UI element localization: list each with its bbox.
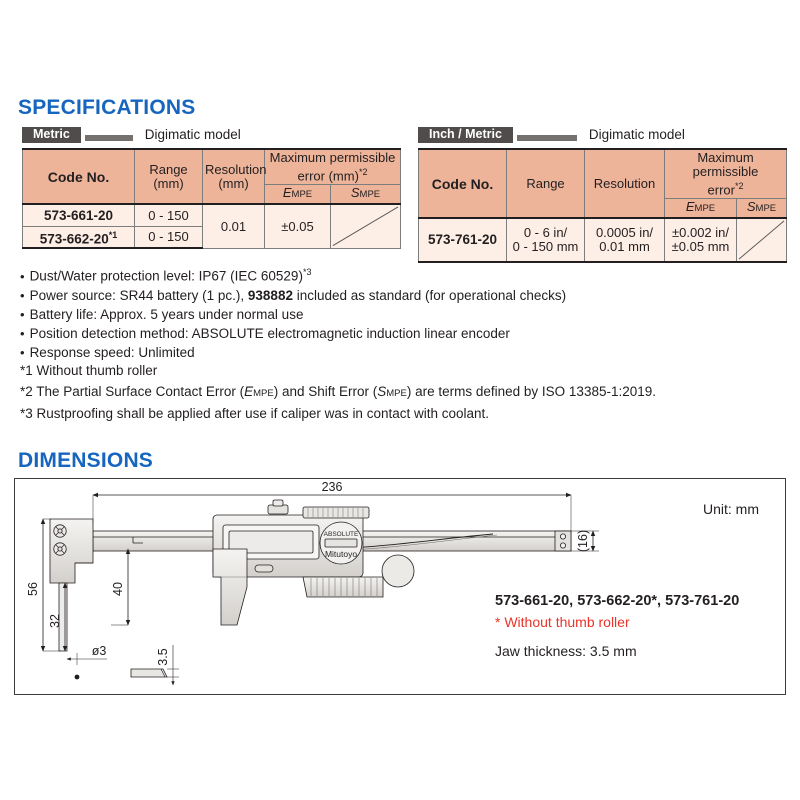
metric-model-label: Digimatic model bbox=[144, 127, 241, 142]
dim-label-overall-length: 236 bbox=[321, 480, 343, 494]
smpe-symbol: S bbox=[350, 185, 360, 201]
metric-tag-row bbox=[22, 127, 241, 144]
footnote-2 bbox=[20, 382, 656, 405]
bullet-footnote: *3 bbox=[302, 267, 312, 277]
dim-label-beam-height: (16) bbox=[576, 529, 590, 553]
list-item bbox=[20, 286, 566, 305]
footnote-2-part-b: ) and Shift Error ( bbox=[273, 383, 378, 399]
col-header-range: Range bbox=[507, 149, 585, 218]
col-header-mpe bbox=[265, 149, 401, 185]
metric-spec-table bbox=[22, 148, 401, 249]
empe-line-1: ±0.002 in/ bbox=[671, 225, 729, 241]
list-item: • Battery life: Approx. 5 years under normal use bbox=[20, 305, 566, 324]
col-header-mpe bbox=[665, 149, 787, 199]
mpe-footnote: *2 bbox=[358, 167, 368, 177]
thumb-roller-note: * Without thumb roller bbox=[495, 614, 630, 630]
col-header-empe bbox=[665, 199, 737, 219]
cell-range-2: 0 - 150 bbox=[135, 226, 203, 248]
table-header-row bbox=[23, 149, 401, 185]
inch-metric-tag-label: Inch / Metric bbox=[418, 127, 513, 143]
table-header-row bbox=[419, 149, 787, 199]
dim-label-jaw-lower-depth: 32 bbox=[48, 614, 62, 628]
unit-label: Unit: mm bbox=[703, 501, 759, 517]
mpe-unit: error (mm) bbox=[297, 168, 359, 184]
col-header-resolution bbox=[203, 149, 265, 204]
resolution-text: Resolution bbox=[205, 161, 267, 177]
empe-symbol: E bbox=[685, 199, 695, 215]
mpe-unit: error bbox=[707, 182, 735, 198]
range-line-2: 0 - 150 mm bbox=[512, 239, 579, 255]
dim-label-pin-diameter: ø3 bbox=[91, 644, 107, 658]
dim-label-jaw-total-depth: 56 bbox=[26, 582, 40, 596]
inch-metric-tag-row bbox=[418, 127, 685, 144]
cell-code-2 bbox=[23, 226, 135, 248]
mpe-text: Maximum permissible bbox=[269, 150, 396, 165]
empe-subscript: MPE bbox=[253, 387, 274, 399]
dimensions-heading: DIMENSIONS bbox=[18, 449, 154, 472]
col-header-smpe bbox=[737, 199, 787, 219]
smpe-symbol: S bbox=[746, 199, 756, 215]
specifications-heading: SPECIFICATIONS bbox=[18, 96, 196, 119]
col-header-smpe bbox=[331, 185, 401, 205]
table-row bbox=[419, 218, 787, 262]
model-code-line: 573-661-20, 573-662-20*, 573-761-20 bbox=[495, 593, 740, 609]
cell-range-1 bbox=[507, 218, 585, 262]
col-header-empe bbox=[265, 185, 331, 205]
range-unit: (mm) bbox=[153, 175, 184, 191]
cell-smpe-na bbox=[331, 204, 401, 248]
footnote-3: *3 Rustproofing shall be applied after use if caliper was in contact with coolant. bbox=[20, 406, 490, 421]
list-item bbox=[20, 263, 566, 286]
cell-resolution: 0.01 bbox=[203, 204, 265, 248]
list-item: • Response speed: Unlimited bbox=[20, 343, 566, 362]
empe-subscript: MPE bbox=[694, 203, 716, 215]
inch-metric-spec-table bbox=[418, 148, 787, 263]
metric-tag-bar bbox=[85, 135, 133, 141]
cell-empe-1 bbox=[665, 218, 737, 262]
dimensions-drawing-panel bbox=[14, 478, 786, 695]
bullet-text-cont: included as standard (for operational checks) bbox=[292, 287, 567, 303]
code-value: 573-761-20 bbox=[427, 232, 498, 248]
mpe-footnote: *2 bbox=[734, 181, 744, 191]
range-text: Range bbox=[149, 161, 188, 177]
bullet-text: Power source: SR44 battery (1 pc.), bbox=[29, 287, 248, 303]
cell-resolution-1 bbox=[585, 218, 665, 262]
metric-tag-label: Metric bbox=[22, 127, 81, 143]
brand-mark-mitutoyo: Mitutoyo bbox=[324, 549, 358, 559]
resolution-line-2: 0.01 mm bbox=[599, 239, 650, 255]
brand-mark-absolute: ABSOLUTE bbox=[323, 531, 359, 538]
list-item: • Position detection method: ABSOLUTE electromagnetic induction linear encoder bbox=[20, 324, 566, 343]
cell-code-1 bbox=[419, 218, 507, 262]
jaw-thickness-note: Jaw thickness: 3.5 mm bbox=[495, 643, 637, 659]
smpe-subscript: MPE bbox=[386, 387, 407, 399]
cell-smpe-na bbox=[737, 218, 787, 262]
resolution-unit: (mm) bbox=[218, 175, 249, 191]
inch-metric-model-label: Digimatic model bbox=[588, 127, 685, 142]
cell-code-1 bbox=[23, 204, 135, 226]
smpe-symbol: S bbox=[377, 383, 387, 399]
col-header-resolution: Resolution bbox=[585, 149, 665, 218]
smpe-subscript: MPE bbox=[755, 203, 777, 215]
footnote-2-part-a: *2 The Partial Surface Contact Error ( bbox=[20, 383, 245, 399]
code-footnote: *1 bbox=[108, 229, 118, 240]
col-header-code: Code No. bbox=[419, 149, 507, 218]
col-header-range bbox=[135, 149, 203, 204]
cell-range-1: 0 - 150 bbox=[135, 204, 203, 226]
smpe-subscript: MPE bbox=[359, 189, 381, 201]
empe-line-2: ±0.05 mm bbox=[671, 239, 730, 255]
footnote-2-part-c: ) are terms defined by ISO 13385-1:2019. bbox=[406, 383, 657, 399]
bullet-text: Dust/Water protection level: IP67 (IEC 60529) bbox=[29, 268, 303, 284]
table-row bbox=[23, 204, 401, 226]
footnote-1: *1 Without thumb roller bbox=[20, 363, 158, 378]
empe-symbol: E bbox=[282, 185, 292, 201]
footnote-list bbox=[20, 361, 656, 425]
feature-bullet-list bbox=[20, 263, 566, 363]
cell-empe: ±0.05 bbox=[265, 204, 331, 248]
dim-label-inner-jaw-depth: 40 bbox=[111, 582, 125, 596]
range-line-1: 0 - 6 in/ bbox=[523, 225, 568, 241]
battery-part-number: 938882 bbox=[247, 287, 293, 303]
dim-label-jaw-thickness: 3.5 bbox=[156, 648, 170, 666]
empe-symbol: E bbox=[244, 383, 254, 399]
code-value: 573-662-20 bbox=[39, 231, 109, 247]
empe-subscript: MPE bbox=[291, 189, 313, 201]
mpe-text: Maximum permissible bbox=[692, 150, 759, 179]
col-header-code: Code No. bbox=[23, 149, 135, 204]
inch-metric-tag-bar bbox=[517, 135, 577, 141]
resolution-line-1: 0.0005 in/ bbox=[595, 225, 654, 241]
caliper-technical-drawing bbox=[15, 479, 787, 696]
code-value: 573-661-20 bbox=[43, 207, 114, 223]
